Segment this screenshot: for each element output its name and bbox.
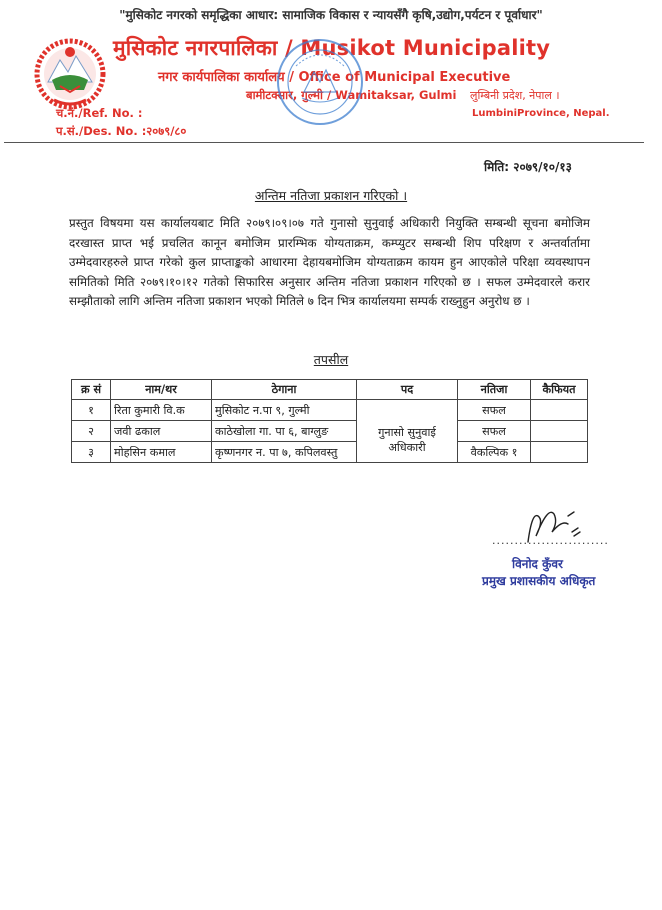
nepal-emblem-logo xyxy=(34,36,106,112)
cell-sn: १ xyxy=(72,400,111,421)
cell-name: मोहसिन कमाल xyxy=(111,442,212,463)
col-header-post: पद xyxy=(357,380,458,400)
col-header-remarks: कैफियत xyxy=(531,380,588,400)
letterhead-motto: "मुसिकोट नगरको समृद्धिका आधार: सामाजिक विकास र न्यायसँगै कृषि,उद्योग,पर्यटन र पूर्वाधार" xyxy=(119,8,543,22)
table-header-row xyxy=(72,380,588,400)
cell-sn: ३ xyxy=(72,442,111,463)
dispatch-number: प.सं./Des. No. :२०७९/८० xyxy=(56,124,187,138)
signatory-designation: प्रमुख प्रशासकीय अधिकृत xyxy=(482,574,596,588)
notice-heading-text: अन्तिम नतिजा प्रकाशन गरिएको । xyxy=(254,188,408,203)
notice-body: प्रस्तुत विषयमा यस कार्यालयबाट मिति २०७९।०९।०७ गते गुनासो सुनुवाई अधिकारी नियुक्ति सम्बन्धी सूचना बमोजिम दरखास्त प्राप्त भई प्रचलित कानून बमोजिम प्रारम्भिक योग्यताक्रम, कम्प्युटर सम्बन्धी शिप परिक्षण र अन्तर्वार्तामा उम्मेदवारहरुले प्राप्त गरेको कुल प्राप्ताङ्कको आधारमा देहायबमोजिम योग्यताक्रम कायम हुन आएकोले परिक्षा व्यवस्थापन समितिको मिति २०७९।१०।१२ गतेको सिफारिस अनुसार अन्तिम नतिजा प्रकाशन गरिएको छ । सफल उम्मेदवारले करार सम्झौताको लागि अन्तिम नतिजा प्रकाशन भएको मितिले ७ दिन भित्र कार्यालयमा सम्पर्क राख्नुहुन अनुरोध छ । xyxy=(69,216,590,308)
col-header-address: ठेगाना xyxy=(212,380,357,400)
municipality-title: मुसिकोट नगरपालिका / Musikot Municipality xyxy=(113,36,551,60)
cell-address: काठेखोला गा. पा ६, बाग्लुङ xyxy=(212,421,357,442)
col-header-name: नाम/थर xyxy=(111,380,212,400)
header-divider xyxy=(4,142,644,143)
province-english: LumbiniProvince, Nepal. xyxy=(472,108,610,119)
reference-number: च.नं./Ref. No. : xyxy=(56,106,143,120)
table-row xyxy=(72,442,588,463)
signatory-name: विनोद कुँवर xyxy=(512,557,563,571)
province-nepali: लुम्बिनी प्रदेश, नेपाल । xyxy=(470,89,560,102)
office-name: नगर कार्यपालिका कार्यालय / Office of Municipal Executive xyxy=(158,70,511,85)
table-row xyxy=(72,421,588,442)
cell-remarks xyxy=(531,442,588,463)
signature-line: .......................... xyxy=(492,534,609,547)
cell-name: जवी ढकाल xyxy=(111,421,212,442)
cell-remarks xyxy=(531,400,588,421)
cell-result: वैकल्पिक १ xyxy=(458,442,531,463)
cell-post: गुनासो सुनुवाई अधिकारी xyxy=(357,400,458,463)
cell-remarks xyxy=(531,421,588,442)
office-address: बामीटक्सार, गुल्मी / Wamitaksar, Gulmi xyxy=(246,88,457,102)
col-header-result: नतिजा xyxy=(458,380,531,400)
cell-sn: २ xyxy=(72,421,111,442)
cell-result: सफल xyxy=(458,421,531,442)
col-header-sn: क्र सं xyxy=(72,380,111,400)
notice-heading xyxy=(0,187,662,204)
letter-date: मिति: २०७९/१०/१३ xyxy=(484,160,572,174)
details-heading xyxy=(0,351,662,368)
details-heading-text: तपसील xyxy=(313,352,349,367)
office-stamp-seal xyxy=(274,36,366,128)
cell-address: कृष्णनगर न. पा ७, कपिलवस्तु xyxy=(212,442,357,463)
table-row xyxy=(72,400,588,421)
cell-result: सफल xyxy=(458,400,531,421)
cell-address: मुसिकोट न.पा ९, गुल्मी xyxy=(212,400,357,421)
results-table xyxy=(71,379,588,463)
cell-name: रिता कुमारी वि.क xyxy=(111,400,212,421)
